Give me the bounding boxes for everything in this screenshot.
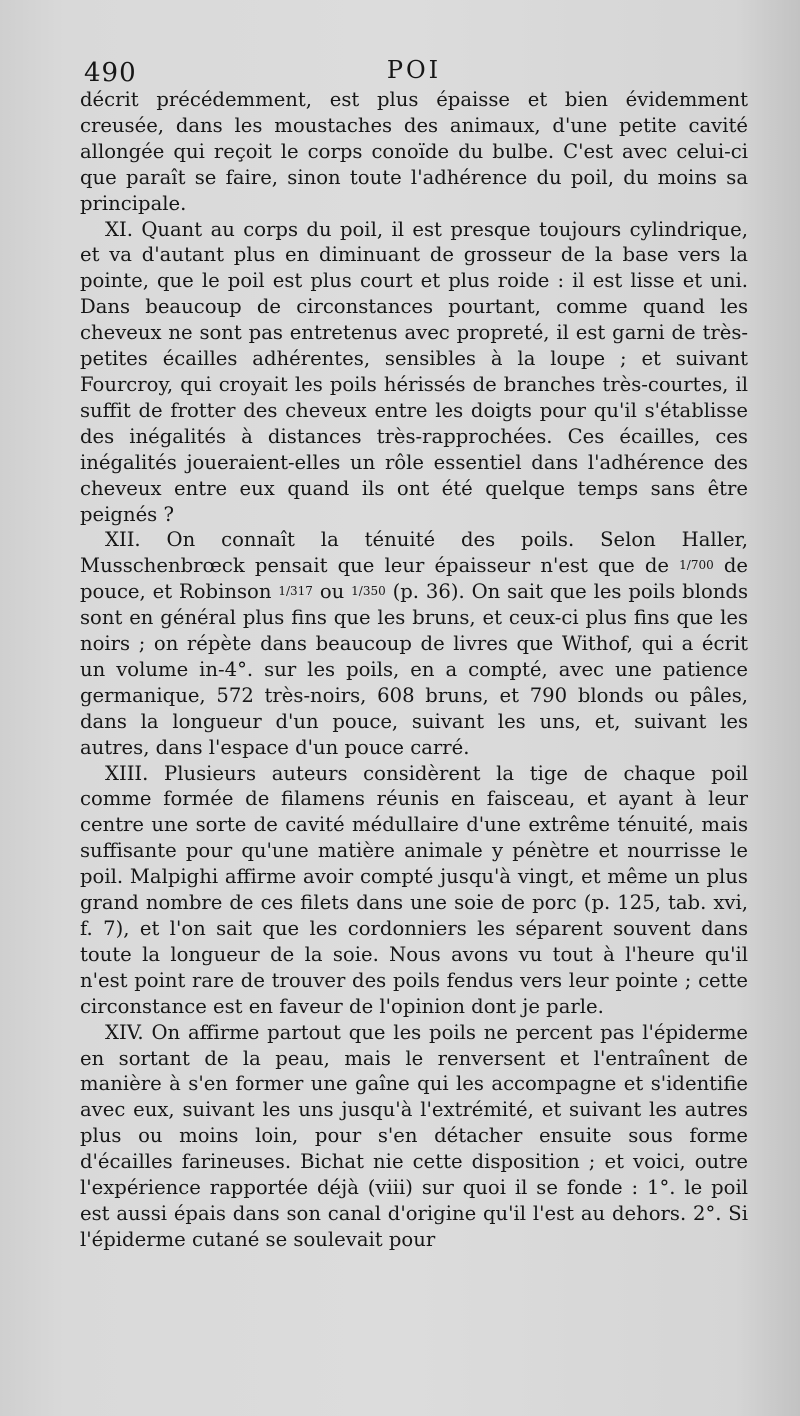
paragraph-xii-part3: ou bbox=[319, 580, 345, 604]
paragraph-xii-part2: de pouce, et Robinson bbox=[80, 554, 748, 604]
paragraph-xiii: XIII. Plusieurs auteurs considèrent la tige de chaque poil comme formée de filamens réunis en faisceau, et ayant à leur centre une sorte de cavité médullaire d'une extrême ténuité, mais suffisante pour qu'une matière animale y pénètre et nourrisse le poil. Malpighi affirme avoir compté jusqu'à vingt, et même un plus grand nombre de ces filets dans une soie de porc (p. 125, tab. xvi, f. 7), et l'on sait que les cordonniers les séparent souvent dans toute la longueur de la soie. Nous avons vu tout à l'heure qu'il n'est point rare de trouver des poils fendus vers leur pointe ; cette circonstance est en faveur de l'opinion dont je parle. bbox=[80, 761, 748, 1018]
paragraph-xii-part4: (p. 36). On sait que les poils blonds sont en général plus fins que les bruns, et ceux-ci plus fins que les noirs ; on répète dans beaucoup de livres que Withof, qui a écrit un volume in-4°. sur les poils, en a compté, avec une patience germanique, 572 très-noirs, 608 bruns, et 790 blonds ou pâles, dans la longueur d'un pouce, suivant les uns, et, suivant les autres, dans l'espace d'un pouce carré. bbox=[80, 580, 749, 759]
running-head: POI bbox=[386, 56, 442, 84]
paragraph-xii-part1: XII. On connaît la ténuité des poils. Selon Haller, Musschenbrœck pensait que leur épaisseur n'est que de bbox=[80, 528, 748, 578]
page-number: 490 bbox=[84, 58, 137, 88]
fraction-1-350: 1/350 bbox=[351, 584, 386, 599]
paragraph-continuation: décrit précédemment, est plus épaisse et bien évidemment creusée, dans les moustaches des animaux, d'une petite cavité allongée qui reçoit le corps conoïde du bulbe. C'est avec celui-ci que paraît se faire, sinon toute l'adhérence du poil, du moins sa principale. bbox=[80, 88, 748, 215]
paragraph-xi: XI. Quant au corps du poil, il est presque toujours cylindrique, et va d'autant plus en diminuant de grosseur de la base vers la pointe, que le poil est plus court et plus roide : il est lisse et uni. Dans beaucoup de circonstances pourtant, comme quand les cheveux ne sont pas entretenus avec propreté, il est garni de très-petites écailles adhérentes, sensibles à la loupe ; et suivant Fourcroy, qui croyait les poils hérissés de branches très-courtes, il suffit de frotter des cheveux entre les doigts pour qu'il s'établisse des inégalités à distances très-rapprochées. Ces écailles, ces inégalités joueraient-elles un rôle essentiel dans l'adhérence des cheveux entre eux quand ils ont été quelque temps sans être peignés ? bbox=[80, 217, 748, 526]
page-header bbox=[80, 52, 748, 88]
body-text bbox=[80, 87, 748, 1253]
paragraph-xiv: XIV. On affirme partout que les poils ne percent pas l'épiderme en sortant de la peau, mais le renversent et l'entraînent de manière à s'en former une gaîne qui les accompagne et s'identifie avec eux, suivant les uns jusqu'à l'extrémité, et suivant les autres plus ou moins loin, pour s'en détacher ensuite sous forme d'écailles farineuses. Bichat nie cette disposition ; et voici, outre l'expérience rapportée déjà (viii) sur quoi il se fonde : 1°. le poil est aussi épais dans son canal d'origine qu'il l'est au dehors. 2°. Si l'épiderme cutané se soulevait pour bbox=[80, 1020, 748, 1251]
fraction-1-317: 1/317 bbox=[278, 584, 313, 599]
fraction-1-700: 1/700 bbox=[679, 558, 714, 573]
paragraph-xii bbox=[80, 527, 748, 760]
